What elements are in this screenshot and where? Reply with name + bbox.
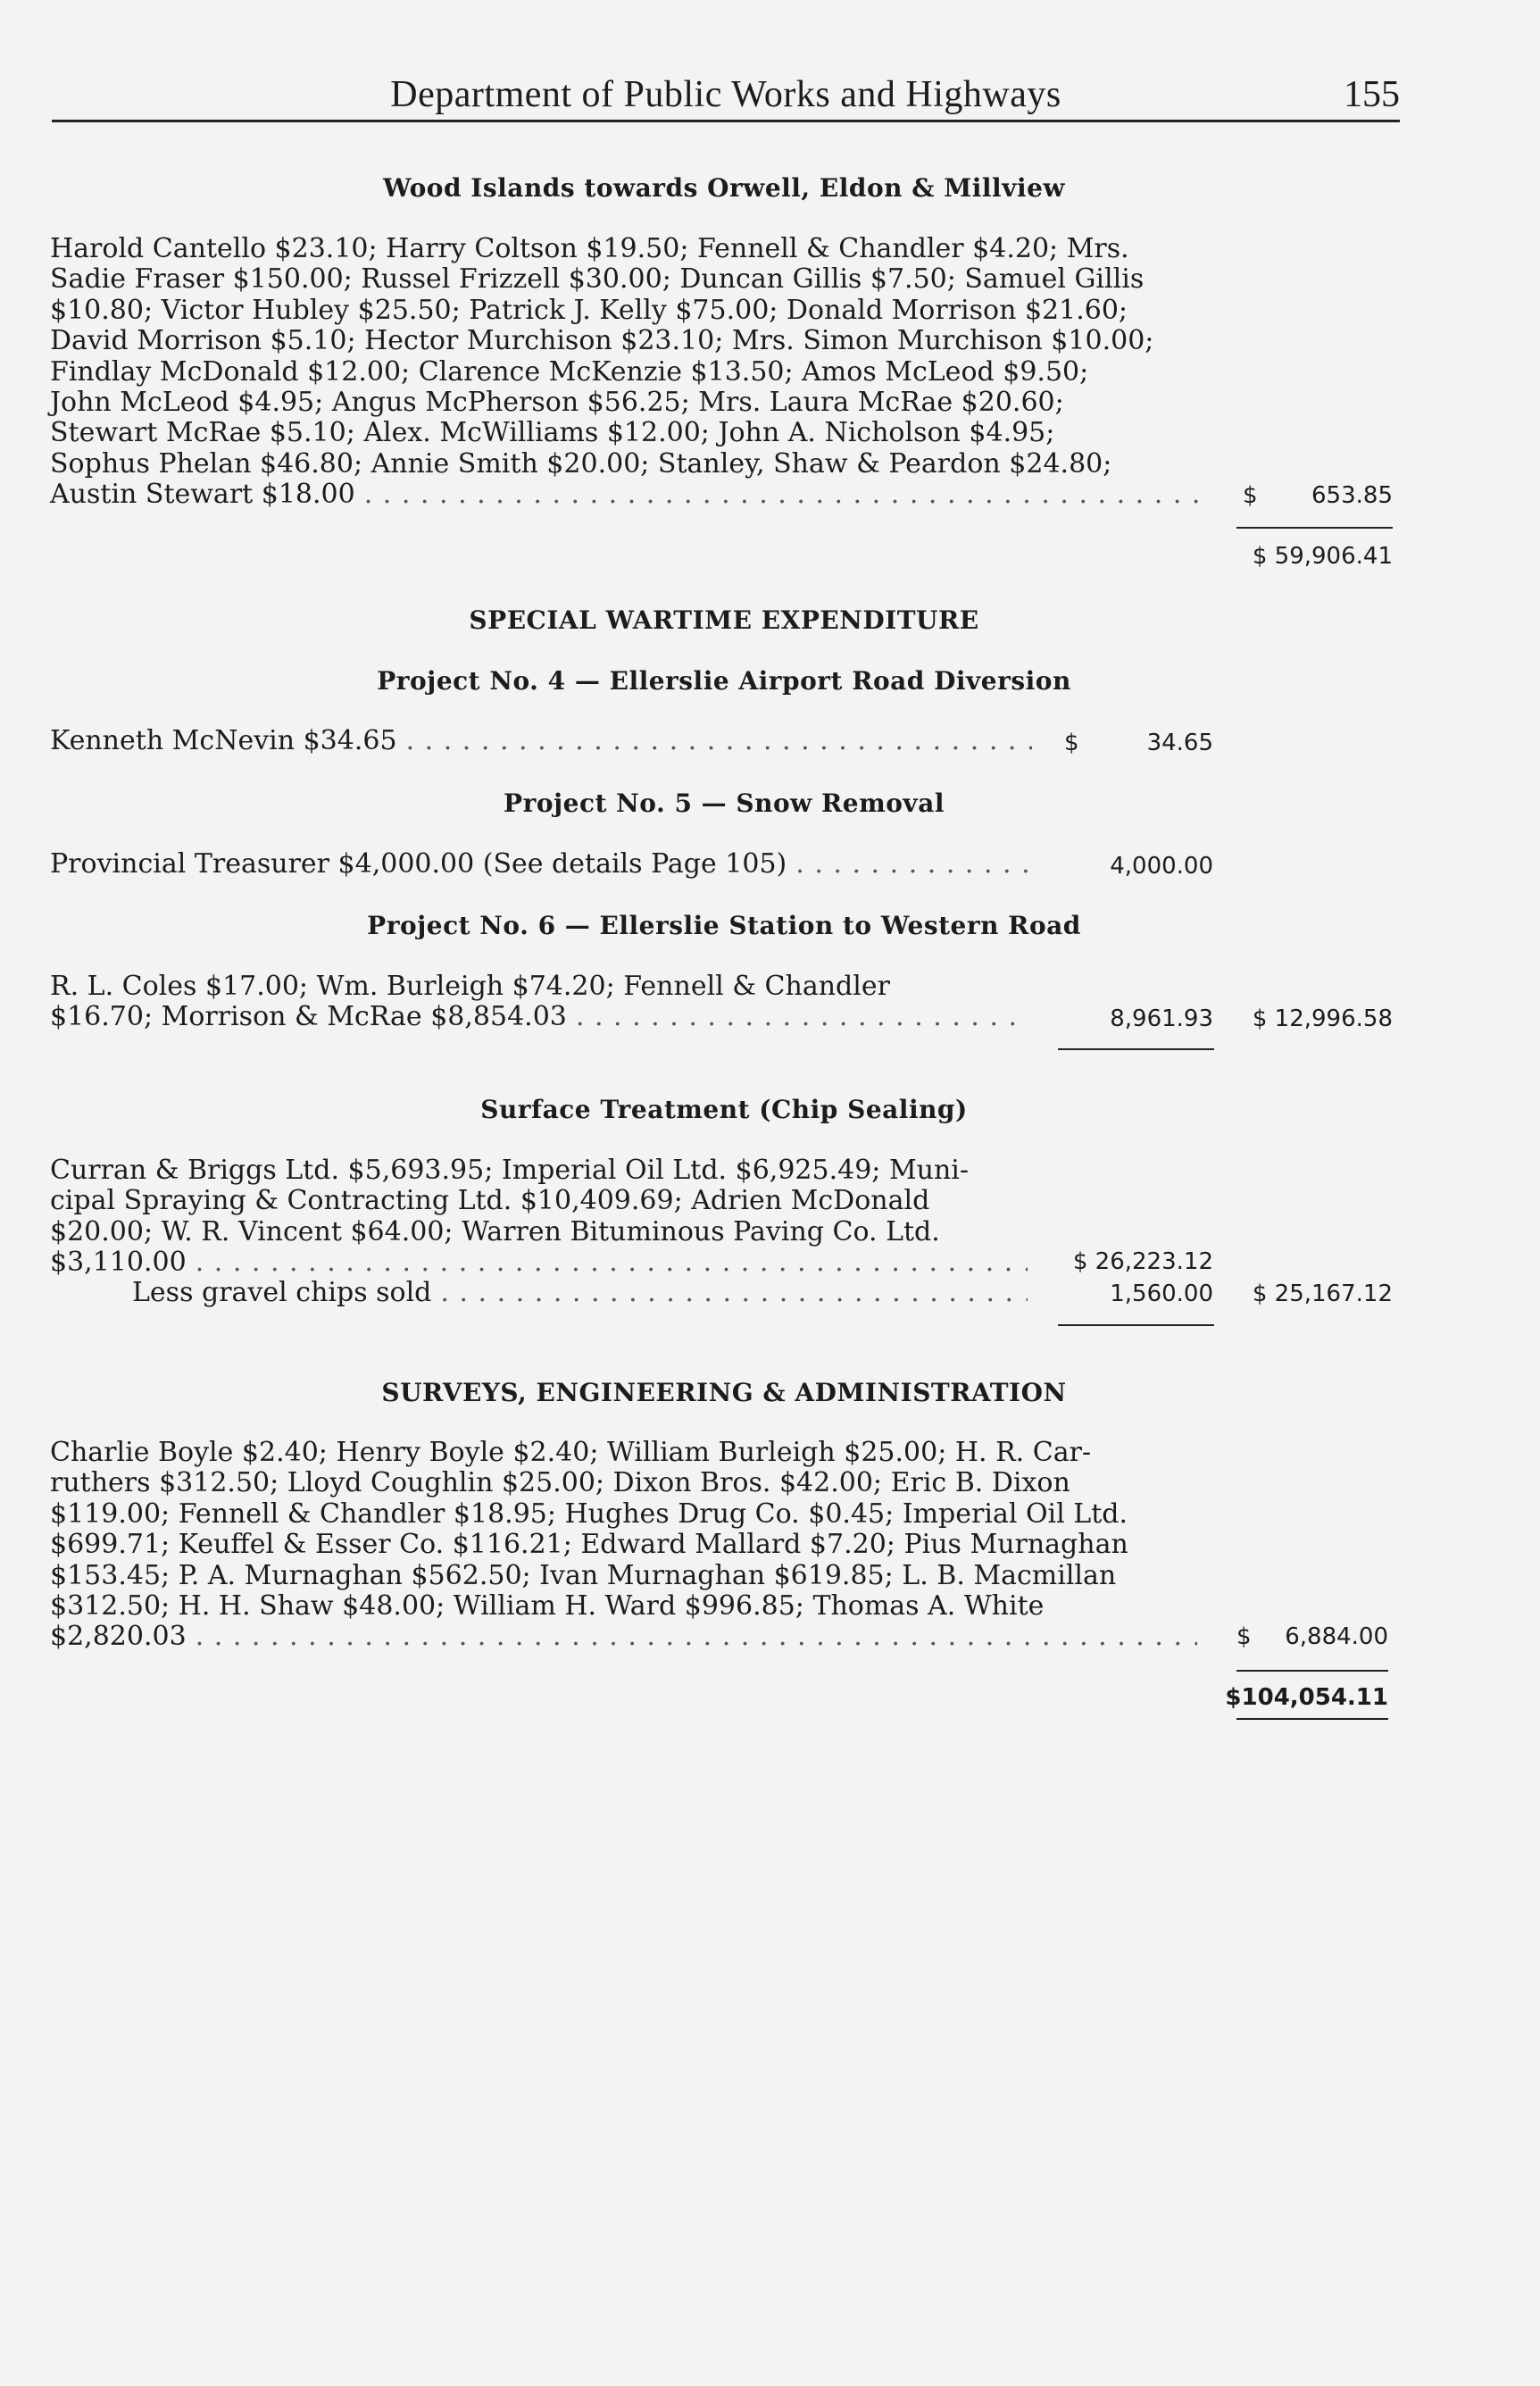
subtotal-rule bbox=[1058, 1048, 1214, 1050]
subtotal-surface-treatment: $ 26,223.12 bbox=[1072, 1248, 1213, 1275]
amount-wood-islands: 653.85 bbox=[1311, 482, 1393, 509]
surface-treatment-paragraph bbox=[50, 1155, 1036, 1279]
paragraph-line: $699.71; Keuffel & Esser Co. $116.21; Edward Mallard $7.20; Pius Murnaghan bbox=[50, 1529, 1128, 1561]
paragraph-line: $20.00; W. R. Vincent $64.00; Warren Bituminous Paving Co. Ltd. bbox=[50, 1215, 940, 1247]
dot-leader bbox=[196, 1622, 1197, 1652]
total-special-wartime: $ 12,996.58 bbox=[1252, 1005, 1393, 1032]
amount-project-4: 34.65 bbox=[1146, 730, 1213, 756]
section-heading-special-wartime: SPECIAL WARTIME EXPENDITURE bbox=[469, 605, 979, 635]
paragraph-line: Findlay McDonald $12.00; Clarence McKenzie $13.50; Amos McLeod $9.50; bbox=[50, 355, 1089, 388]
double-rule bbox=[1236, 1718, 1388, 1720]
paragraph-line: Harold Cantello $23.10; Harry Coltson $19.50; Fennell & Chandler $4.20; Mrs. bbox=[50, 233, 1129, 264]
dot-leader bbox=[440, 1278, 1028, 1308]
paragraph-line-leader bbox=[50, 480, 1211, 510]
amount-less-gravel: 1,560.00 bbox=[1110, 1281, 1213, 1307]
paragraph-line: ruthers $312.50; Lloyd Coughlin $25.00; Dixon Bros. $42.00; Eric B. Dixon bbox=[50, 1467, 1070, 1499]
dollar-sign: $ bbox=[1236, 1623, 1252, 1650]
section-heading-surface-treatment: Surface Treatment (Chip Sealing) bbox=[480, 1095, 968, 1124]
total-surface-treatment: $ 25,167.12 bbox=[1252, 1281, 1393, 1307]
leader-label: Kenneth McNevin $34.65 bbox=[50, 725, 397, 756]
running-title: Department of Public Works and Highways bbox=[390, 74, 1061, 115]
paragraph-line: $119.00; Fennell & Chandler $18.95; Hughes Drug Co. $0.45; Imperial Oil Ltd. bbox=[50, 1498, 1128, 1530]
project-6-heading: Project No. 6 — Ellerslie Station to Western Road bbox=[367, 911, 1081, 940]
less-line bbox=[132, 1278, 1036, 1308]
total-rule bbox=[1236, 527, 1393, 529]
surveys-paragraph bbox=[50, 1438, 1206, 1653]
paragraph-line: Stewart McRae $5.10; Alex. McWilliams $12.00; John A. Nicholson $4.95; bbox=[50, 417, 1055, 449]
paragraph-line: David Morrison $5.10; Hector Murchison $23.10; Mrs. Simon Murchison $10.00; bbox=[50, 325, 1154, 357]
leader-label: Less gravel chips sold bbox=[132, 1277, 432, 1308]
section-heading-surveys: SURVEYS, ENGINEERING & ADMINISTRATION bbox=[381, 1378, 1067, 1407]
paragraph-line: cipal Spraying & Contracting Ltd. $10,409.69; Adrien McDonald bbox=[50, 1185, 930, 1217]
project-6-paragraph bbox=[50, 972, 1036, 1033]
paragraph-line: R. L. Coles $17.00; Wm. Burleigh $74.20; Fennell & Chandler bbox=[50, 971, 890, 1002]
amount-surveys: 6,884.00 bbox=[1285, 1623, 1388, 1650]
paragraph-line: Charlie Boyle $2.40; Henry Boyle $2.40; William Burleigh $25.00; H. R. Car- bbox=[50, 1437, 1092, 1468]
total-rule bbox=[1236, 1670, 1388, 1672]
project-4-line bbox=[50, 726, 1041, 756]
dot-leader bbox=[196, 1247, 1028, 1278]
dollar-sign: $ bbox=[1243, 482, 1258, 509]
dot-leader bbox=[576, 1002, 1028, 1032]
paragraph-line: Sadie Fraser $150.00; Russel Frizzell $30.00; Duncan Gillis $7.50; Samuel Gillis bbox=[50, 263, 1145, 296]
section-heading-wood-islands: Wood Islands towards Orwell, Eldon & Millview bbox=[382, 173, 1066, 203]
project-5-line bbox=[50, 849, 1041, 880]
page-number: 155 bbox=[1344, 74, 1400, 115]
paragraph-line: $312.50; H. H. Shaw $48.00; William H. Ward $996.85; Thomas A. White bbox=[50, 1589, 1045, 1622]
leader-label: Austin Stewart $18.00 bbox=[50, 479, 355, 511]
paragraph-line: Sophus Phelan $46.80; Annie Smith $20.00; Stanley, Shaw & Peardon $24.80; bbox=[50, 447, 1112, 480]
leader-label: $3,110.00 bbox=[50, 1247, 187, 1279]
dot-leader bbox=[364, 480, 1202, 510]
dollar-sign: $ bbox=[1064, 730, 1079, 756]
project-5-heading: Project No. 5 — Snow Removal bbox=[504, 788, 945, 818]
paragraph-line: Curran & Briggs Ltd. $5,693.95; Imperial Oil Ltd. $6,925.49; Muni- bbox=[50, 1155, 970, 1186]
amount-project-5: 4,000.00 bbox=[1110, 853, 1213, 880]
amount-project-6: 8,961.93 bbox=[1110, 1005, 1213, 1032]
grand-total-highways: $ 59,906.41 bbox=[1252, 543, 1393, 570]
running-header bbox=[52, 70, 1400, 122]
paragraph-line: John McLeod $4.95; Angus McPherson $56.25; Mrs. Laura McRae $20.60; bbox=[50, 386, 1064, 418]
paragraph-line: $10.80; Victor Hubley $25.50; Patrick J. Kelly $75.00; Donald Morrison $21.60; bbox=[50, 294, 1128, 326]
paragraph-line: $153.45; P. A. Murnaghan $562.50; Ivan Murnaghan $619.85; L. B. Macmillan bbox=[50, 1559, 1117, 1591]
subtotal-rule bbox=[1058, 1324, 1214, 1326]
grand-total-page: $104,054.11 bbox=[1225, 1684, 1388, 1711]
dot-leader bbox=[795, 849, 1032, 880]
wood-islands-paragraph bbox=[50, 234, 1211, 511]
project-4-heading: Project No. 4 — Ellerslie Airport Road Diversion bbox=[377, 666, 1071, 696]
leader-label: $2,820.03 bbox=[50, 1621, 187, 1653]
dot-leader bbox=[406, 726, 1032, 756]
leader-label: $16.70; Morrison & McRae $8,854.03 bbox=[50, 1001, 567, 1033]
leader-label: Provincial Treasurer $4,000.00 (See details Page 105) bbox=[50, 848, 787, 880]
